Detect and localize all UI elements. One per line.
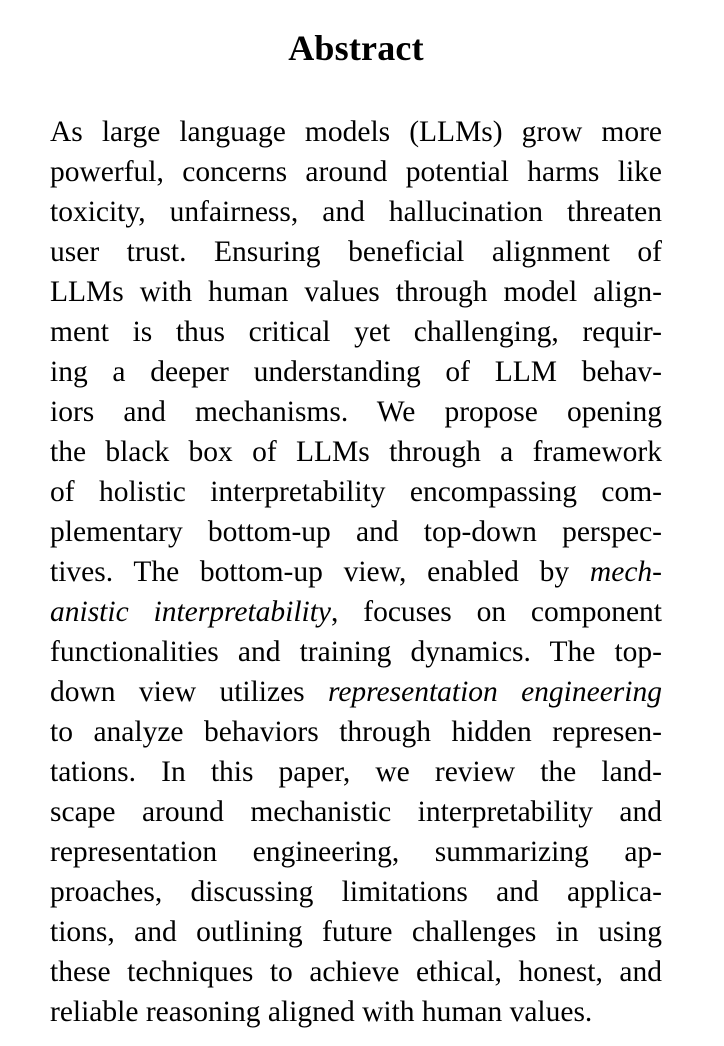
- abstract-body: [50, 112, 662, 1032]
- abstract-line: ing a deeper understanding of LLM behav-: [50, 356, 662, 388]
- abstract-line: iors and mechanisms. We propose opening: [50, 396, 662, 428]
- abstract-line: user trust. Ensuring beneficial alignment of: [50, 236, 662, 268]
- abstract-line: representation engineering, summarizing ap-: [50, 836, 662, 868]
- italic-term: representation engineering: [327, 676, 662, 708]
- abstract-line: tations. In this paper, we review the land-: [50, 756, 662, 788]
- abstract-line: tions, and outlining future challenges in using: [50, 916, 662, 948]
- italic-term: anistic interpretability: [50, 596, 332, 628]
- abstract-line: down view utilizes representation engineering: [50, 676, 662, 708]
- abstract-line: plementary bottom-up and top-down perspec-: [50, 516, 662, 548]
- abstract-line: powerful, concerns around potential harms like: [50, 156, 662, 188]
- abstract-line: scape around mechanistic interpretability and: [50, 796, 662, 828]
- abstract-section: [50, 28, 662, 1032]
- abstract-line: reliable reasoning aligned with human values.: [50, 996, 593, 1028]
- abstract-line: these techniques to achieve ethical, honest, and: [50, 956, 662, 988]
- abstract-line: LLMs with human values through model align-: [50, 276, 662, 308]
- abstract-line: toxicity, unfairness, and hallucination threaten: [50, 196, 662, 228]
- abstract-title: Abstract: [288, 28, 424, 68]
- abstract-line: proaches, discussing limitations and applica-: [50, 876, 662, 908]
- abstract-line: anistic interpretability, focuses on component: [50, 596, 662, 628]
- abstract-line: ment is thus critical yet challenging, requir-: [50, 316, 662, 348]
- italic-term: mech-: [589, 556, 662, 588]
- abstract-line: As large language models (LLMs) grow more: [50, 116, 662, 148]
- abstract-line: tives. The bottom-up view, enabled by mech-: [50, 556, 662, 588]
- abstract-line: of holistic interpretability encompassing com-: [50, 476, 662, 508]
- abstract-line: functionalities and training dynamics. The top-: [50, 636, 662, 668]
- abstract-line: to analyze behaviors through hidden represen-: [50, 716, 662, 748]
- abstract-line: the black box of LLMs through a framework: [50, 436, 662, 468]
